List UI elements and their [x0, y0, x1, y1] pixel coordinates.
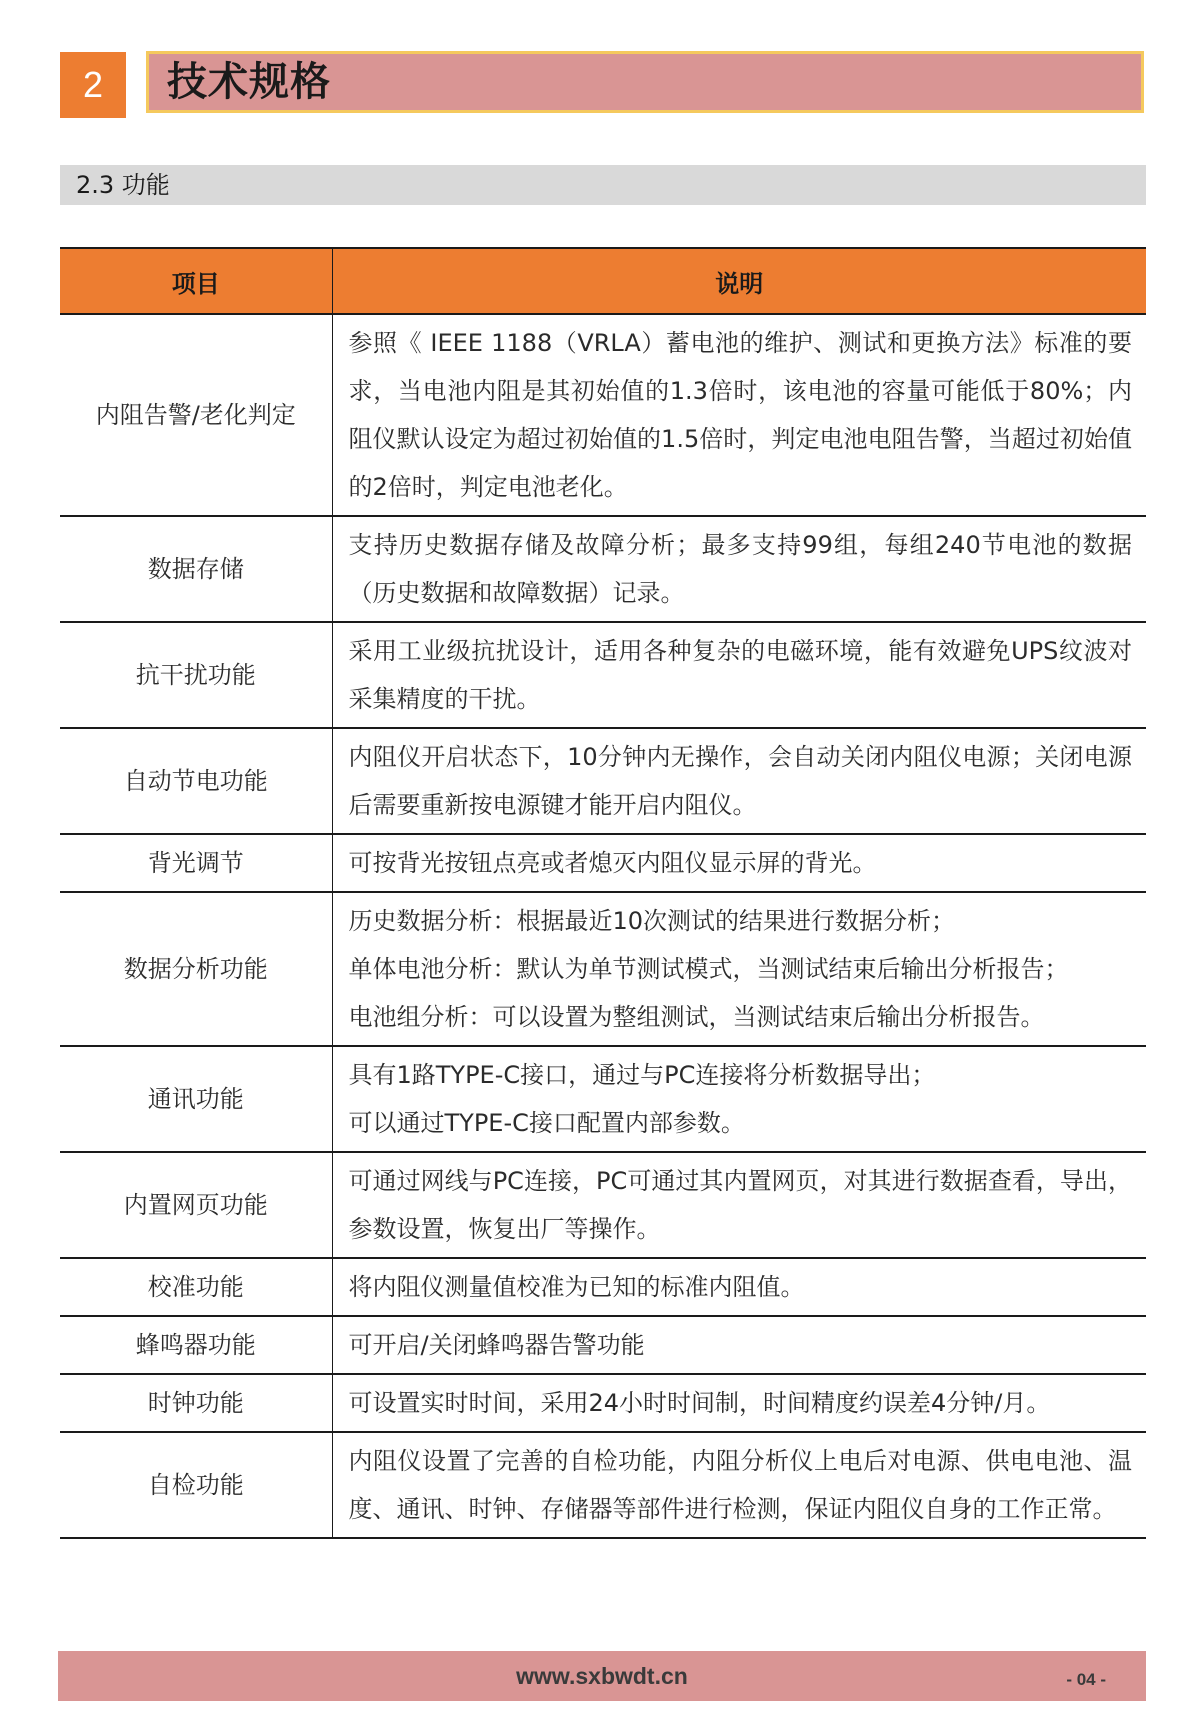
description-line: 将内阻仪测量值校准为已知的标准内阻值。	[348, 1273, 805, 1301]
row-item-name: 数据存储	[60, 516, 332, 622]
table-row	[60, 622, 1146, 728]
description-line: 可开启/关闭蜂鸣器告警功能	[348, 1331, 645, 1359]
description-line: 可按背光按钮点亮或者熄灭内阻仪显示屏的背光。	[348, 849, 877, 877]
footer-bar	[58, 1651, 1146, 1701]
row-item-name: 自动节电功能	[60, 728, 332, 834]
description-line: 可设置实时时间，采用24小时时间制，时间精度约误差4分钟/月。	[348, 1389, 1051, 1417]
row-item-name: 校准功能	[60, 1258, 332, 1316]
description-line: 参照《 IEEE 1188（VRLA）蓄电池的维护、测试和更换方法》标准的要求，当电池内阻是其初始值的1.3倍时，该电池的容量可能低于80%；内阻仪默认设定为超过初始值的1.5倍时，判定电池电阻告警，当超过初始值的2倍时，判定电池老化。	[348, 329, 1132, 501]
description-line: 采用工业级抗扰设计，适用各种复杂的电磁环境，能有效避免UPS纹波对采集精度的干扰。	[348, 637, 1132, 713]
table-row	[60, 1046, 1146, 1152]
row-item-name: 自检功能	[60, 1432, 332, 1538]
description-line: 电池组分析：可以设置为整组测试，当测试结束后输出分析报告。	[348, 1003, 1045, 1031]
row-description	[332, 622, 1146, 728]
row-description	[332, 1258, 1146, 1316]
table-row	[60, 728, 1146, 834]
row-description	[332, 516, 1146, 622]
row-description	[332, 1316, 1146, 1374]
row-description	[332, 1046, 1146, 1152]
function-spec-table	[60, 247, 1146, 1539]
row-item-name: 内置网页功能	[60, 1152, 332, 1258]
table-row	[60, 1258, 1146, 1316]
footer-website: www.sxbwdt.cn	[516, 1663, 688, 1689]
row-description	[332, 1374, 1146, 1432]
chapter-title-bar	[146, 51, 1144, 113]
row-description	[332, 834, 1146, 892]
column-header-description: 说明	[332, 248, 1146, 314]
table-row	[60, 314, 1146, 516]
table-row	[60, 834, 1146, 892]
table-row	[60, 1152, 1146, 1258]
row-description	[332, 1432, 1146, 1538]
description-line: 可以通过TYPE-C接口配置内部参数。	[348, 1109, 745, 1137]
row-description	[332, 314, 1146, 516]
row-item-name: 蜂鸣器功能	[60, 1316, 332, 1374]
row-item-name: 背光调节	[60, 834, 332, 892]
row-item-name: 内阻告警/老化判定	[60, 314, 332, 516]
description-line: 具有1路TYPE-C接口，通过与PC连接将分析数据导出；	[348, 1061, 936, 1089]
table-row	[60, 1432, 1146, 1538]
table-row	[60, 892, 1146, 1046]
row-item-name: 抗干扰功能	[60, 622, 332, 728]
row-description	[332, 728, 1146, 834]
row-item-name: 时钟功能	[60, 1374, 332, 1432]
description-line: 内阻仪开启状态下，10分钟内无操作，会自动关闭内阻仪电源；关闭电源后需要重新按电源键才能开启内阻仪。	[348, 743, 1132, 819]
table-header-row	[60, 248, 1146, 314]
description-line: 单体电池分析：默认为单节测试模式，当测试结束后输出分析报告；	[348, 955, 1069, 983]
page-number: - 04 -	[1066, 1670, 1106, 1689]
row-description	[332, 892, 1146, 1046]
chapter-number: 2	[60, 52, 126, 118]
description-line: 内阻仪设置了完善的自检功能，内阻分析仪上电后对电源、供电电池、温度、通讯、时钟、存储器等部件进行检测，保证内阻仪自身的工作正常。	[348, 1447, 1132, 1523]
table-row	[60, 1316, 1146, 1374]
column-header-item: 项目	[60, 248, 332, 314]
row-item-name: 通讯功能	[60, 1046, 332, 1152]
table-body	[60, 314, 1146, 1538]
section-title-bar	[60, 165, 1146, 205]
description-line: 历史数据分析：根据最近10次测试的结果进行数据分析；	[348, 907, 956, 935]
description-line: 可通过网线与PC连接，PC可通过其内置网页，对其进行数据查看，导出，参数设置，恢复出厂等操作。	[348, 1167, 1132, 1243]
chapter-title: 技术规格	[167, 59, 331, 105]
section-title: 2.3 功能	[76, 171, 170, 199]
table-row	[60, 516, 1146, 622]
row-description	[332, 1152, 1146, 1258]
row-item-name: 数据分析功能	[60, 892, 332, 1046]
description-line: 支持历史数据存储及故障分析；最多支持99组，每组240节电池的数据（历史数据和故障数据）记录。	[348, 531, 1132, 607]
table-row	[60, 1374, 1146, 1432]
